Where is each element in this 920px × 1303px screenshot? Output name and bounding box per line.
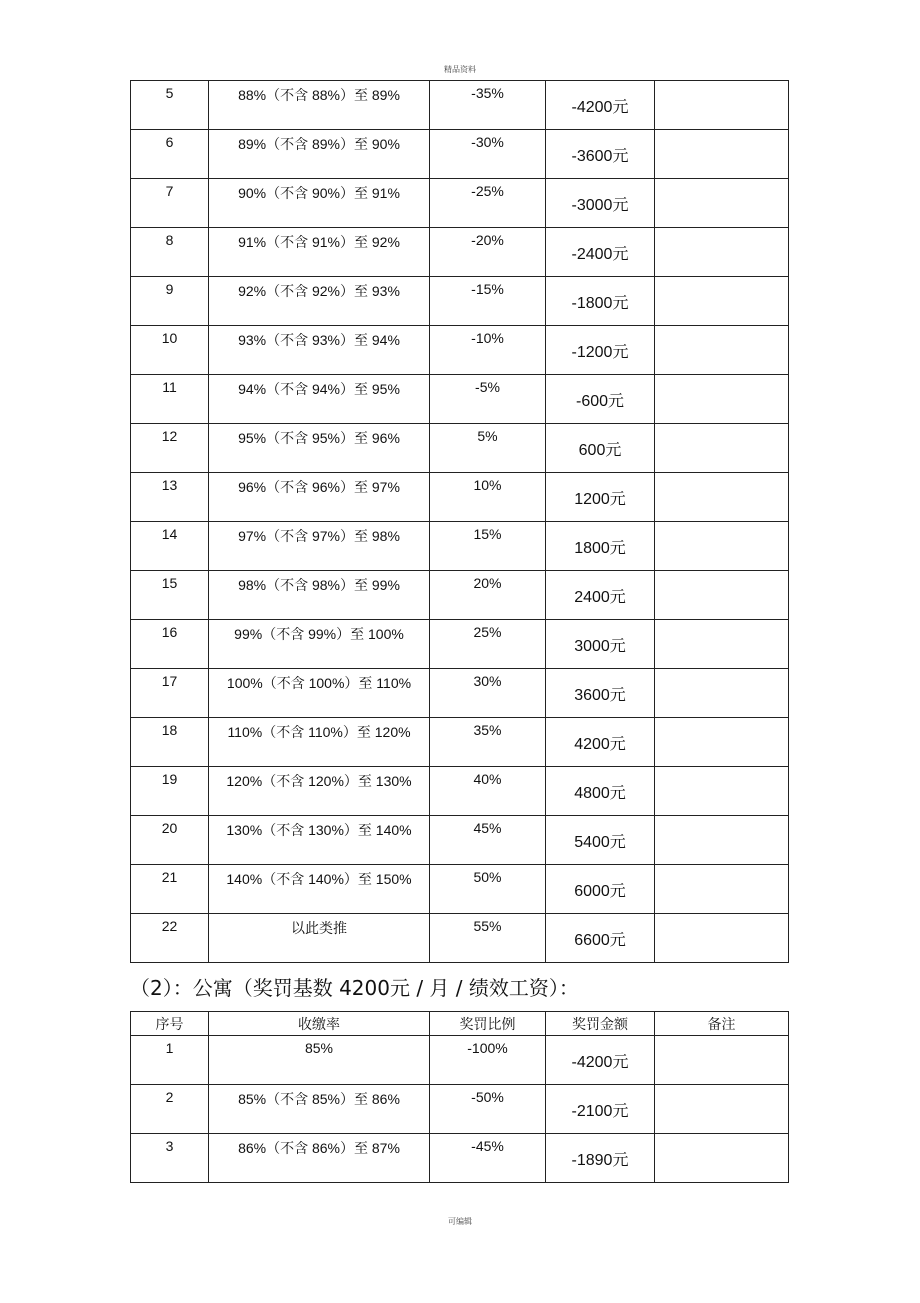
row-note-cell — [655, 620, 789, 669]
row-amount-cell — [546, 130, 655, 179]
row-rate: 90%（不含 90%）至 91% — [238, 185, 400, 201]
row-ratio-cell — [430, 1134, 546, 1183]
row-ratio: -10% — [471, 330, 504, 346]
row-amount-cell — [546, 179, 655, 228]
row-no: 19 — [161, 771, 178, 787]
row-rate-cell — [209, 914, 430, 963]
row-amount: -3000元 — [571, 197, 629, 214]
row-amount-cell — [546, 571, 655, 620]
row-ratio: 30% — [473, 673, 502, 689]
table-row — [131, 375, 789, 424]
table-row — [131, 571, 789, 620]
table-row — [131, 669, 789, 718]
row-rate-cell — [209, 718, 430, 767]
row-rate: 130%（不含 130%）至 140% — [226, 822, 412, 838]
row-ratio: -35% — [471, 85, 504, 101]
row-ratio-cell — [430, 326, 546, 375]
row-amount-cell — [546, 620, 655, 669]
row-amount-cell — [546, 81, 655, 130]
row-amount-cell — [546, 522, 655, 571]
row-ratio: 40% — [473, 771, 502, 787]
table-row — [131, 228, 789, 277]
row-no-cell — [131, 81, 209, 130]
header-no: 序号 — [131, 1012, 209, 1036]
row-amount-cell — [546, 326, 655, 375]
row-note-cell — [655, 179, 789, 228]
row-no-cell — [131, 473, 209, 522]
row-rate: 85% — [304, 1040, 334, 1056]
page-footer-note: 可编辑 — [448, 1217, 472, 1226]
row-amount-cell — [546, 816, 655, 865]
row-no: 3 — [165, 1138, 174, 1154]
row-ratio: 5% — [477, 428, 498, 444]
row-no-cell — [131, 767, 209, 816]
row-no-cell — [131, 424, 209, 473]
row-no-cell — [131, 1134, 209, 1183]
reward-table-2 — [130, 1011, 789, 1183]
row-rate: 92%（不含 92%）至 93% — [238, 283, 400, 299]
row-no: 13 — [161, 477, 178, 493]
row-no: 9 — [165, 281, 174, 297]
row-rate: 97%（不含 97%）至 98% — [238, 528, 400, 544]
row-no-cell — [131, 669, 209, 718]
row-ratio-cell — [430, 620, 546, 669]
table-row — [131, 326, 789, 375]
row-rate-cell — [209, 326, 430, 375]
table-row — [131, 277, 789, 326]
row-ratio-cell — [430, 816, 546, 865]
row-ratio-cell — [430, 1085, 546, 1134]
row-note-cell — [655, 326, 789, 375]
section-title-apartment: （2）：公寓（奖罚基数 4200元 / 月 / 绩效工资）： — [130, 976, 579, 1000]
row-rate-cell — [209, 424, 430, 473]
row-note-cell — [655, 767, 789, 816]
row-ratio-cell — [430, 571, 546, 620]
row-no-cell — [131, 228, 209, 277]
row-ratio: 15% — [473, 526, 502, 542]
table-row — [131, 81, 789, 130]
reward-table-2-body — [131, 1012, 789, 1183]
row-amount: 4200元 — [574, 736, 626, 753]
table-row — [131, 1036, 789, 1085]
row-ratio: -100% — [467, 1040, 508, 1056]
row-rate-cell — [209, 130, 430, 179]
row-no-cell — [131, 1085, 209, 1134]
row-ratio: -50% — [471, 1089, 504, 1105]
row-rate: 以此类推 — [291, 920, 347, 936]
row-no: 20 — [161, 820, 178, 836]
row-no-cell — [131, 277, 209, 326]
row-no: 2 — [165, 1089, 174, 1105]
row-rate-cell — [209, 767, 430, 816]
reward-table-1 — [130, 80, 789, 963]
row-no: 7 — [165, 183, 174, 199]
row-note-cell — [655, 81, 789, 130]
row-ratio-cell — [430, 228, 546, 277]
row-amount: 6000元 — [574, 883, 626, 900]
row-no-cell — [131, 375, 209, 424]
table-header-row — [131, 1012, 789, 1036]
row-no-cell — [131, 620, 209, 669]
row-ratio: -15% — [471, 281, 504, 297]
row-rate-cell — [209, 1134, 430, 1183]
header-rate: 收缴率 — [209, 1012, 430, 1036]
row-amount: 1800元 — [574, 540, 626, 557]
row-rate: 93%（不含 93%）至 94% — [238, 332, 400, 348]
row-ratio: -20% — [471, 232, 504, 248]
row-amount-cell — [546, 669, 655, 718]
row-ratio: 55% — [473, 918, 502, 934]
row-no-cell — [131, 179, 209, 228]
row-ratio-cell — [430, 865, 546, 914]
row-no: 15 — [161, 575, 178, 591]
row-no: 21 — [161, 869, 178, 885]
row-rate-cell — [209, 620, 430, 669]
row-note-cell — [655, 522, 789, 571]
row-amount: 2400元 — [574, 589, 626, 606]
row-rate: 100%（不含 100%）至 110% — [226, 675, 412, 691]
row-amount: 4800元 — [574, 785, 626, 802]
row-note-cell — [655, 865, 789, 914]
row-no-cell — [131, 914, 209, 963]
row-rate-cell — [209, 473, 430, 522]
table-row — [131, 718, 789, 767]
row-amount: 3600元 — [574, 687, 626, 704]
row-no: 14 — [161, 526, 178, 542]
row-no-cell — [131, 816, 209, 865]
row-note-cell — [655, 277, 789, 326]
row-amount: -1200元 — [571, 344, 629, 361]
table-row — [131, 620, 789, 669]
row-rate: 95%（不含 95%）至 96% — [238, 430, 400, 446]
row-ratio: 45% — [473, 820, 502, 836]
row-no: 5 — [165, 85, 174, 101]
row-rate: 140%（不含 140%）至 150% — [226, 871, 412, 887]
row-note-cell — [655, 816, 789, 865]
table-row — [131, 424, 789, 473]
row-amount-cell — [546, 277, 655, 326]
table-row — [131, 473, 789, 522]
row-amount-cell — [546, 473, 655, 522]
table-row — [131, 767, 789, 816]
row-amount: -4200元 — [571, 1054, 629, 1071]
row-no-cell — [131, 1036, 209, 1085]
row-amount-cell — [546, 375, 655, 424]
row-amount: 5400元 — [574, 834, 626, 851]
row-note-cell — [655, 718, 789, 767]
row-ratio: 35% — [473, 722, 502, 738]
row-ratio: -5% — [475, 379, 500, 395]
row-no-cell — [131, 130, 209, 179]
row-note-cell — [655, 424, 789, 473]
row-note-cell — [655, 1134, 789, 1183]
row-amount-cell — [546, 228, 655, 277]
table-row — [131, 130, 789, 179]
reward-table-1-body — [131, 81, 789, 963]
row-amount-cell — [546, 767, 655, 816]
row-amount: 600元 — [578, 442, 622, 459]
row-amount: -1890元 — [571, 1152, 629, 1169]
row-rate-cell — [209, 81, 430, 130]
row-rate-cell — [209, 816, 430, 865]
row-ratio-cell — [430, 81, 546, 130]
row-rate-cell — [209, 571, 430, 620]
page-header-note: 精品资料 — [444, 65, 476, 74]
row-rate-cell — [209, 179, 430, 228]
row-rate: 88%（不含 88%）至 89% — [238, 87, 400, 103]
row-amount: 6600元 — [574, 932, 626, 949]
row-amount: -2400元 — [571, 246, 629, 263]
table-row — [131, 914, 789, 963]
table-row — [131, 522, 789, 571]
row-amount-cell — [546, 1036, 655, 1085]
row-no-cell — [131, 326, 209, 375]
row-no: 1 — [165, 1040, 174, 1056]
row-note-cell — [655, 669, 789, 718]
row-rate-cell — [209, 375, 430, 424]
row-rate: 98%（不含 98%）至 99% — [238, 577, 400, 593]
row-amount: -2100元 — [571, 1103, 629, 1120]
row-no: 11 — [162, 379, 177, 395]
row-ratio-cell — [430, 1036, 546, 1085]
row-rate: 110%（不含 110%）至 120% — [227, 724, 411, 740]
row-no-cell — [131, 718, 209, 767]
row-ratio: -25% — [471, 183, 504, 199]
row-ratio-cell — [430, 130, 546, 179]
row-ratio-cell — [430, 522, 546, 571]
row-no: 12 — [161, 428, 178, 444]
row-note-cell — [655, 375, 789, 424]
row-amount: 1200元 — [574, 491, 626, 508]
row-note-cell — [655, 914, 789, 963]
row-note-cell — [655, 571, 789, 620]
table-row — [131, 865, 789, 914]
row-ratio: 10% — [473, 477, 502, 493]
row-no: 22 — [161, 918, 178, 934]
row-ratio-cell — [430, 718, 546, 767]
row-amount-cell — [546, 424, 655, 473]
row-ratio-cell — [430, 424, 546, 473]
row-amount-cell — [546, 865, 655, 914]
row-ratio-cell — [430, 277, 546, 326]
row-ratio: -30% — [471, 134, 504, 150]
row-amount-cell — [546, 1134, 655, 1183]
header-amount: 奖罚金额 — [546, 1012, 655, 1036]
row-no-cell — [131, 865, 209, 914]
row-rate: 86%（不含 86%）至 87% — [238, 1140, 400, 1156]
row-rate-cell — [209, 1085, 430, 1134]
table-row — [131, 816, 789, 865]
row-rate-cell — [209, 277, 430, 326]
table-row — [131, 179, 789, 228]
row-ratio-cell — [430, 767, 546, 816]
row-no: 17 — [161, 673, 178, 689]
header-note: 备注 — [655, 1012, 789, 1036]
row-note-cell — [655, 1036, 789, 1085]
row-rate: 94%（不含 94%）至 95% — [238, 381, 400, 397]
row-no: 10 — [161, 330, 178, 346]
row-no-cell — [131, 522, 209, 571]
row-amount: -600元 — [575, 393, 625, 410]
row-no: 6 — [165, 134, 174, 150]
row-no: 16 — [161, 624, 178, 640]
row-amount-cell — [546, 1085, 655, 1134]
row-amount-cell — [546, 718, 655, 767]
row-rate: 99%（不含 99%）至 100% — [234, 626, 404, 642]
row-rate-cell — [209, 865, 430, 914]
row-ratio-cell — [430, 375, 546, 424]
row-note-cell — [655, 130, 789, 179]
row-ratio-cell — [430, 179, 546, 228]
row-rate-cell — [209, 1036, 430, 1085]
header-ratio: 奖罚比例 — [430, 1012, 546, 1036]
row-no: 8 — [165, 232, 174, 248]
row-ratio: 20% — [473, 575, 502, 591]
row-rate-cell — [209, 669, 430, 718]
row-rate: 120%（不含 120%）至 130% — [226, 773, 412, 789]
row-amount: -4200元 — [571, 99, 629, 116]
row-ratio-cell — [430, 473, 546, 522]
row-ratio: -45% — [471, 1138, 504, 1154]
row-rate: 91%（不含 91%）至 92% — [238, 234, 400, 250]
table-row — [131, 1134, 789, 1183]
row-note-cell — [655, 228, 789, 277]
row-no-cell — [131, 571, 209, 620]
row-ratio: 25% — [473, 624, 502, 640]
row-amount-cell — [546, 914, 655, 963]
row-amount: -1800元 — [571, 295, 629, 312]
row-ratio-cell — [430, 669, 546, 718]
row-rate: 96%（不含 96%）至 97% — [238, 479, 400, 495]
row-note-cell — [655, 473, 789, 522]
row-note-cell — [655, 1085, 789, 1134]
table-row — [131, 1085, 789, 1134]
row-amount: 3000元 — [574, 638, 626, 655]
row-no: 18 — [161, 722, 178, 738]
row-rate-cell — [209, 522, 430, 571]
row-amount: -3600元 — [571, 148, 629, 165]
row-ratio-cell — [430, 914, 546, 963]
row-ratio: 50% — [473, 869, 502, 885]
row-rate-cell — [209, 228, 430, 277]
row-rate: 89%（不含 89%）至 90% — [238, 136, 400, 152]
row-rate: 85%（不含 85%）至 86% — [238, 1091, 400, 1107]
